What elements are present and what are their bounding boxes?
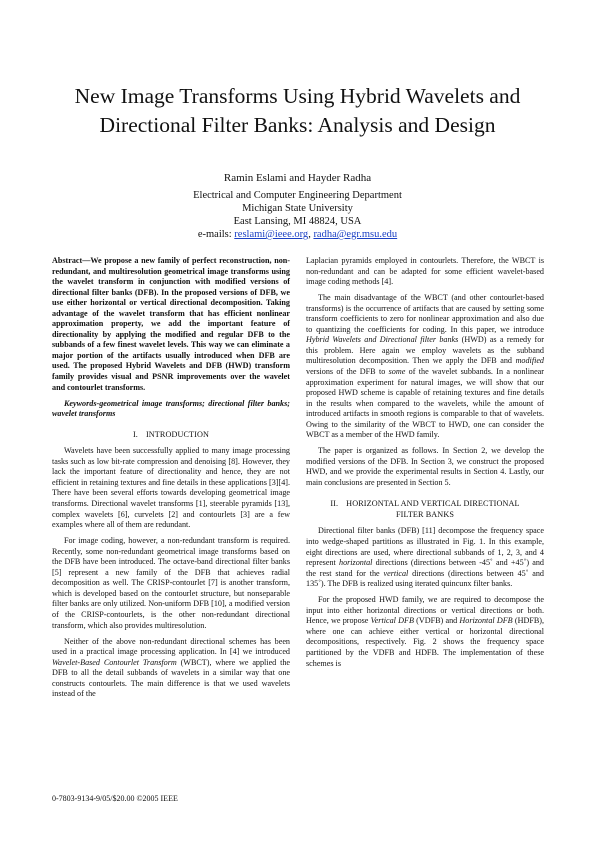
text-run: (HWD) as a remedy for this problem. Here again we employ wavelets as the subband multiresolution decomposition. Then we apply the DFB and xyxy=(306,335,544,366)
text-run: For the proposed HWD family, we are required to decompose the input into either horizontal directions or vertical directions or both. Hence, we propose xyxy=(306,595,544,626)
section-heading-line-2 xyxy=(306,509,544,520)
section-heading-line-1 xyxy=(306,498,544,509)
paper-title: New Image Transforms Using Hybrid Wavelets and Directional Filter Banks: Analysis and Design xyxy=(74,84,521,137)
emphasis-run: some xyxy=(388,366,406,376)
emphasis-run: Wavelet-Based Contourlet Transform xyxy=(52,657,177,667)
author-emails xyxy=(40,228,555,241)
intro-paragraph-5: The paper is organized as follows. In Section 2, we develop the modified versions of the DFB. In Section 3, we construct the proposed HWD, and we provide the experimental results in Section 4. Lastly, our main conclusions are presented in Section 5. xyxy=(306,446,544,487)
emphasis-run: modified xyxy=(515,356,544,366)
email-separator: , xyxy=(308,229,314,240)
text-run: versions of the DFB to xyxy=(306,366,389,376)
left-column xyxy=(52,256,290,705)
author-names: Ramin Eslami and Hayder Radha xyxy=(223,172,372,184)
intro-paragraph-3-continued: Laplacian pyramids employed in contourlets. Therefore, the WBCT is non-redundant and can be adapted for some efficient wavelet-based image coding methods [4]. xyxy=(306,256,544,287)
intro-paragraph-3 xyxy=(52,637,290,700)
intro-paragraph-1: Wavelets have been successfully applied to many image processing tasks such as low bit-rate compression and denoising [8]. However, they lack the important feature of directionality and hence, they are not efficient in retaining textures and fine details in these applications [3][4]. There have been several efforts towards developing geometrical image transforms. Directional wavelet transforms [1], steerable pyramids [13], complex wavelets [6], curvelets [2] and contourlets [3] are a few examples where all of them are redundant. xyxy=(52,446,290,530)
text-run: Neither of the above non-redundant directional schemes has been used in a practical image processing application. In [4] we introduced xyxy=(52,636,290,657)
section-title-rest: NTRODUCTION xyxy=(148,429,210,439)
text-run: directions (directions between 45˚ and 135˚). The DFB is realized using iterated quincunx filter banks. xyxy=(306,568,544,589)
heading-rest: ORIZONTAL AND xyxy=(352,499,421,509)
heading-initial: D xyxy=(463,499,470,509)
text-run: (VDFB) and xyxy=(413,616,460,626)
text-run: (WBCT), where we applied the DFB to all the detail subbands of wavelets in a similar way that one constructs contourlets. The main difference is that we used wavelets instead of the xyxy=(52,657,290,699)
emphasis-run: Horizontal DFB xyxy=(459,616,513,626)
author-block xyxy=(40,172,555,241)
email-link-eslami[interactable]: reslami@ieee.org xyxy=(234,229,309,240)
emphasis-run: Hybrid Wavelets and Directional filter banks xyxy=(306,335,459,345)
heading-rest: IRECTIONAL xyxy=(469,499,520,509)
section-number: II. xyxy=(330,499,339,509)
dfb-paragraph-1 xyxy=(306,526,544,589)
section-title-initial: I xyxy=(145,429,149,439)
heading-initial: H xyxy=(346,499,353,509)
section-number: I. xyxy=(132,429,138,439)
text-run: of the wavelet subbands. In a nonlinear approximation experiment for natural images, we will show that our proposed HWD scheme is capable of retaining textures and fine details in the results when compared to the wavelets, while the amount of introduced artifacts in smooth regions is comparable to that of wavelets. Owing to the similarity of the WBCT to HWD, one can consider the WBCT as a member of the HWD family. xyxy=(306,366,544,440)
heading-rest: ANKS xyxy=(431,510,454,520)
intro-paragraph-4 xyxy=(306,293,544,441)
heading-rest: ILTER xyxy=(400,510,426,520)
section-heading-filter-banks xyxy=(306,498,544,520)
dfb-paragraph-2 xyxy=(306,595,544,669)
emphasis-run: vertical xyxy=(383,568,409,578)
text-run: (HDFB), where one can achieve either vertical or horizontal directional decompositions, respectively. Fig. 2 shows the frequency space partitioned by the VDFB and HDFB. The implementation of these schemes is xyxy=(306,616,544,668)
text-run: The main disadvantage of the WBCT (and other contourlet-based transforms) is the occurrence of artifacts that are caused by setting some transform coefficients to zero for nonlinear approximation and also due to quantizing the coefficients for coding. In this paper, we introduce xyxy=(306,293,544,334)
heading-initial: B xyxy=(425,510,432,520)
copyright-footer: 0-7803-9134-9/05/$20.00 ©2005 IEEE xyxy=(52,794,178,803)
email-prefix: e-mails: xyxy=(197,229,235,240)
heading-rest: ERTICAL xyxy=(426,499,464,509)
section-heading-introduction xyxy=(52,430,290,441)
heading-initial: F xyxy=(395,510,401,520)
intro-paragraph-2: For image coding, however, a non-redundant transform is required. Recently, some non-redundant geometrical image transforms based on the DFB have been introduced. The octave-band directional filter banks [5] represent a new family of the DFB that achieves radial decomposition as well. The CRISP-contourlet [7] is another transform, which is developed based on the contourlet structure, but nonseparable filter banks are only utilized. Non-uniform DFB [10], a modified version of the CRISP-contourlets, is the other non-redundant directional transform, which also provides multiresolution. xyxy=(52,536,290,630)
text-run: directions (directions between -45˚ and +45˚) and the rest stand for the xyxy=(306,558,544,578)
keywords-paragraph: Keywords-geometrical image transforms; directional filter banks; wavelet transforms xyxy=(52,398,290,419)
abstract-paragraph: Abstract—We propose a new family of perfect reconstruction, non-redundant, and multiresolution geometrical image transforms using the wavelet transform in conjunction with modified versions of directional filter banks (DFB). In the proposed versions of DFB, we use either horizontal or vertical directional decomposition. Taking advantage of the wavelet transform that has efficient nonlinear approximation property, we add the important feature of directionality by applying the modified and regular DFB to the subbands of a few finest wavelet levels. This way we can eliminate a major portion of the artifacts usually introduced when DFB are used. The proposed Hybrid Wavelets and DFB (HWD) transform family provides visual and PSNR improvements over the wavelet and contourlet transforms. xyxy=(52,256,290,392)
emphasis-run: horizontal xyxy=(339,558,373,568)
email-link-radha[interactable]: radha@egr.msu.edu xyxy=(313,229,398,240)
author-university: Michigan State University xyxy=(242,203,353,214)
author-department: Electrical and Computer Engineering Department xyxy=(193,190,402,201)
author-city: East Lansing, MI 48824, USA xyxy=(233,216,362,227)
text-run: Directional filter banks (DFB) [11] decompose the frequency space into wedge-shaped partitions as illustrated in Fig. 1. In this example, eight directions are used, where directional subbands of 1, 2, 3, and 4 represent xyxy=(306,526,544,568)
heading-initial: V xyxy=(420,499,427,509)
emphasis-run: Vertical DFB xyxy=(370,616,414,626)
right-column xyxy=(306,256,544,675)
